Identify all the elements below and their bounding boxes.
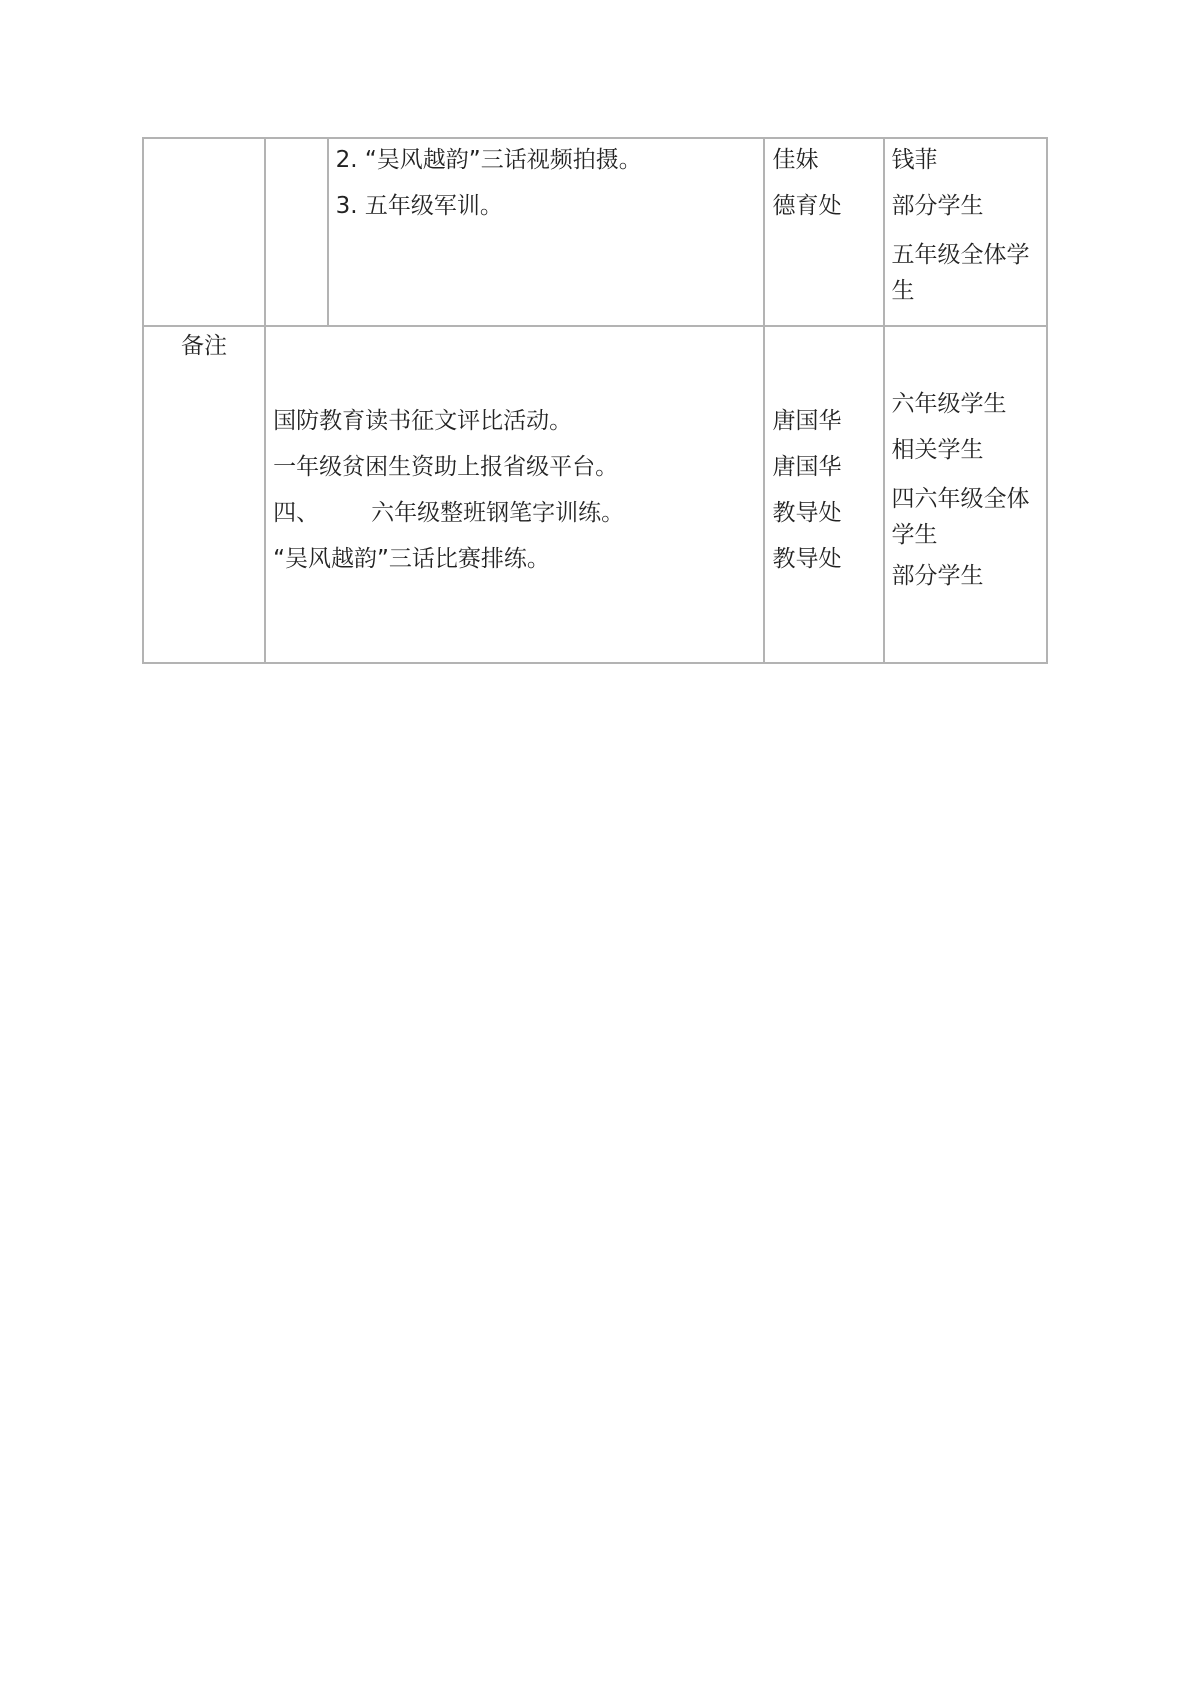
activity-item: 3. 五年级军训。 (335, 193, 503, 219)
participant-item: 部分学生 (891, 562, 984, 589)
responsible-item: 教导处 (772, 545, 842, 572)
activity-text: 六年级整班钢笔字训练。 (371, 499, 625, 526)
table-row (143, 138, 1047, 326)
activity-item: 国防教育读书征文评比活动。 (273, 407, 573, 434)
activity-item: “吴风越韵”三话比赛排练。 (273, 545, 550, 572)
participant-item: 五年级全体学生 (891, 242, 1030, 304)
responsible-item: 唐国华 (772, 407, 842, 434)
participants-cell (884, 326, 1047, 663)
activity-item: 一年级贫困生资助上报省级平台。 (273, 453, 619, 480)
responsible-item: 唐国华 (772, 453, 842, 480)
participant-item: 部分学生 (891, 193, 984, 219)
responsible-item: 德育处 (772, 193, 842, 219)
remarks-label: 备注 (143, 326, 265, 663)
participant-item: 六年级学生 (891, 390, 1007, 417)
table-row (143, 326, 1047, 663)
participants-cell (884, 138, 1047, 326)
date-cell-empty (265, 138, 328, 326)
responsible-item: 教导处 (772, 499, 842, 526)
responsible-item: 佳妹 (772, 147, 819, 173)
participant-item: 钱菲 (891, 147, 938, 173)
activity-cell (328, 138, 765, 326)
list-marker: 四、 (273, 499, 320, 526)
activity-item: 2. “吴风越韵”三话视频拍摄。 (335, 147, 642, 173)
activity-cell (265, 326, 764, 663)
participant-item: 相关学生 (891, 436, 984, 463)
schedule-table (142, 137, 1048, 664)
activity-item (273, 498, 756, 529)
responsible-cell (764, 138, 883, 326)
participant-item: 四六年级全体学生 (891, 485, 1030, 548)
responsible-cell (764, 326, 883, 663)
label-cell-empty (143, 138, 265, 326)
